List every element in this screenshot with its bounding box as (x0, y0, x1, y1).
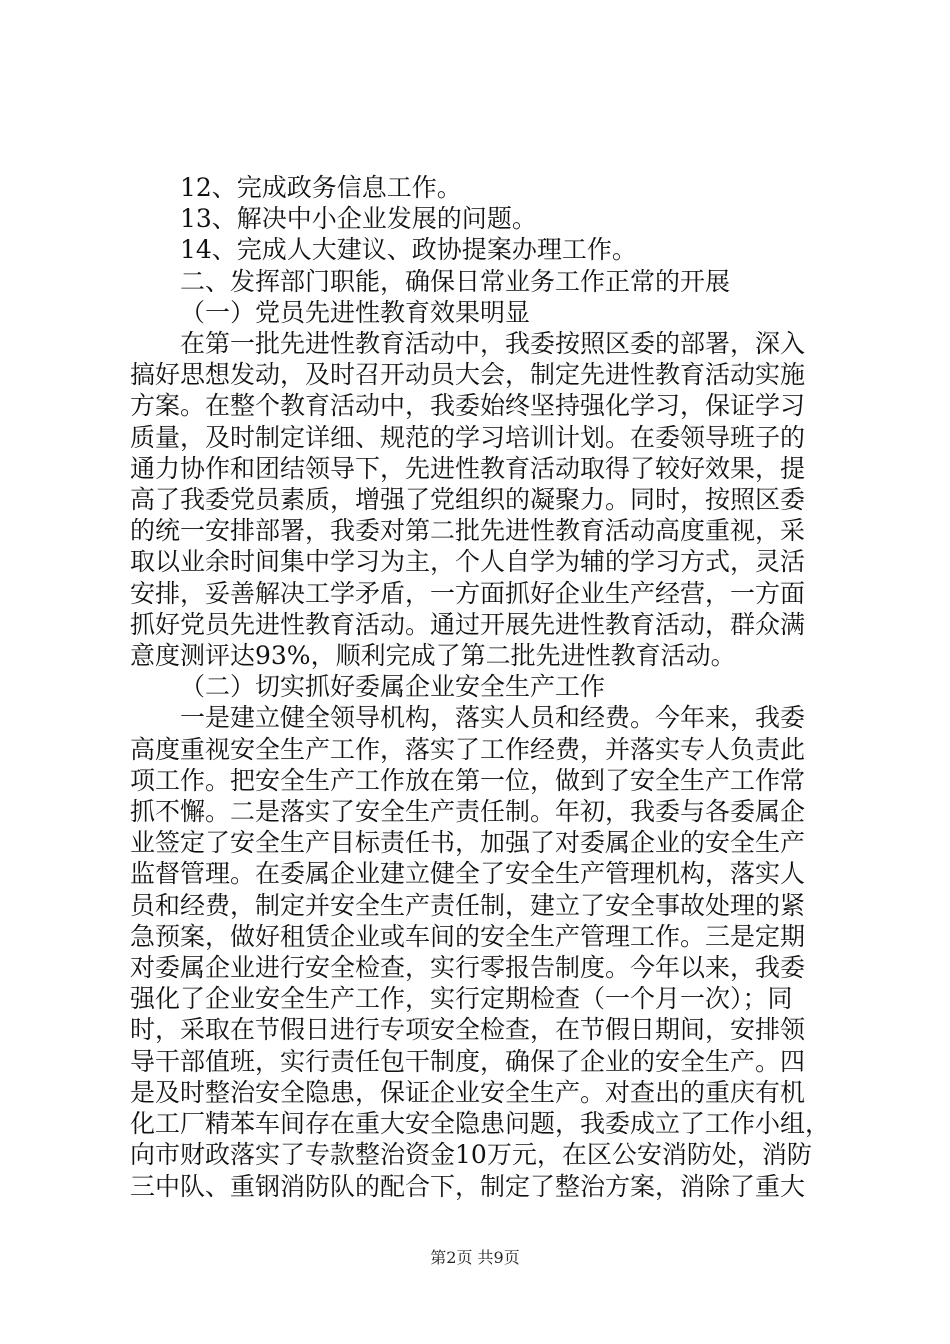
paragraph-line: 意度测评达93%，顺利完成了第二批先进性教育活动。 (130, 641, 736, 671)
paragraph-line: 监督管理。在委属企业建立健全了安全生产管理机构，落实人 (130, 859, 806, 889)
paragraph-line: 高度重视安全生产工作，落实了工作经费，并落实专人负责此 (130, 734, 806, 764)
paragraph-safety-production (130, 702, 830, 1201)
document-body (130, 172, 830, 1202)
paragraph-line: 方案。在整个教育活动中，我委始终坚持强化学习，保证学习 (130, 391, 806, 421)
page-number: 第2页 共9页 (430, 1248, 520, 1267)
paragraph-line: 时，采取在节假日进行专项安全检查，在节假日期间，安排领 (130, 1015, 806, 1045)
paragraph-line: 搞好思想发动，及时召开动员大会，制定先进性教育活动实施 (130, 360, 806, 390)
paragraph-line: 项工作。把安全生产工作放在第一位，做到了安全生产工作常 (130, 765, 806, 795)
paragraph-line: 三中队、重钢消防队的配合下，制定了整治方案，消除了重大 (130, 1171, 806, 1201)
paragraph-line: 向市财政落实了专款整治资金10万元，在区公安消防处，消防 (130, 1140, 812, 1170)
paragraph-line: 是及时整治安全隐患，保证企业安全生产。对查出的重庆有机 (130, 1077, 806, 1107)
paragraph-line: 抓好党员先进性教育活动。通过开展先进性教育活动，群众满 (130, 609, 806, 639)
paragraph-line: 的统一安排部署，我委对第二批先进性教育活动高度重视，采 (130, 516, 806, 546)
paragraph-line: 员和经费，制定并安全生产责任制，建立了安全事故处理的紧 (130, 890, 806, 920)
paragraph-party-education (130, 328, 830, 671)
paragraph-line: 强化了企业安全生产工作，实行定期检查（一个月一次）；同 (130, 984, 793, 1014)
paragraph-line: 在第一批先进性教育活动中，我委按照区委的部署，深入 (180, 329, 806, 359)
paragraph-line: 一是建立健全领导机构，落实人员和经费。今年来，我委 (180, 703, 806, 733)
paragraph-line: 化工厂精苯车间存在重大安全隐患问题，我委成立了工作小组， (130, 1109, 831, 1139)
paragraph-line: 抓不懈。二是落实了安全生产责任制。年初，我委与各委属企 (130, 797, 806, 827)
list-item: 14、完成人大建议、政协提案办理工作。 (180, 235, 637, 265)
list-item: 13、解决中小企业发展的问题。 (180, 204, 537, 234)
page-footer (0, 1245, 950, 1268)
paragraph-line: 业签定了安全生产目标责任书，加强了对委属企业的安全生产 (130, 828, 806, 858)
list-item: 12、完成政务信息工作。 (180, 173, 462, 202)
subsection-heading-2: （二）切实抓好委属企业安全生产工作 (180, 672, 606, 702)
paragraph-line: 质量，及时制定详细、规范的学习培训计划。在委领导班子的 (130, 422, 806, 452)
paragraph-line: 通力协作和团结领导下，先进性教育活动取得了较好效果，提 (130, 453, 806, 483)
paragraph-line: 导干部值班，实行责任包干制度，确保了企业的安全生产。四 (130, 1046, 806, 1076)
paragraph-line: 取以业余时间集中学习为主，个人自学为辅的学习方式，灵活 (130, 547, 806, 577)
paragraph-line: 对委属企业进行安全检查，实行零报告制度。今年以来，我委 (130, 953, 806, 983)
paragraph-line: 高了我委党员素质，增强了党组织的凝聚力。同时，按照区委 (130, 485, 806, 515)
paragraph-line: 安排，妥善解决工学矛盾，一方面抓好企业生产经营，一方面 (130, 578, 806, 608)
subsection-heading-1: （一）党员先进性教育效果明显 (180, 297, 531, 327)
paragraph-line: 急预案，做好租赁企业或车间的安全生产管理工作。三是定期 (130, 921, 806, 951)
section-heading: 二、发挥部门职能，确保日常业务工作正常的开展 (180, 266, 731, 296)
